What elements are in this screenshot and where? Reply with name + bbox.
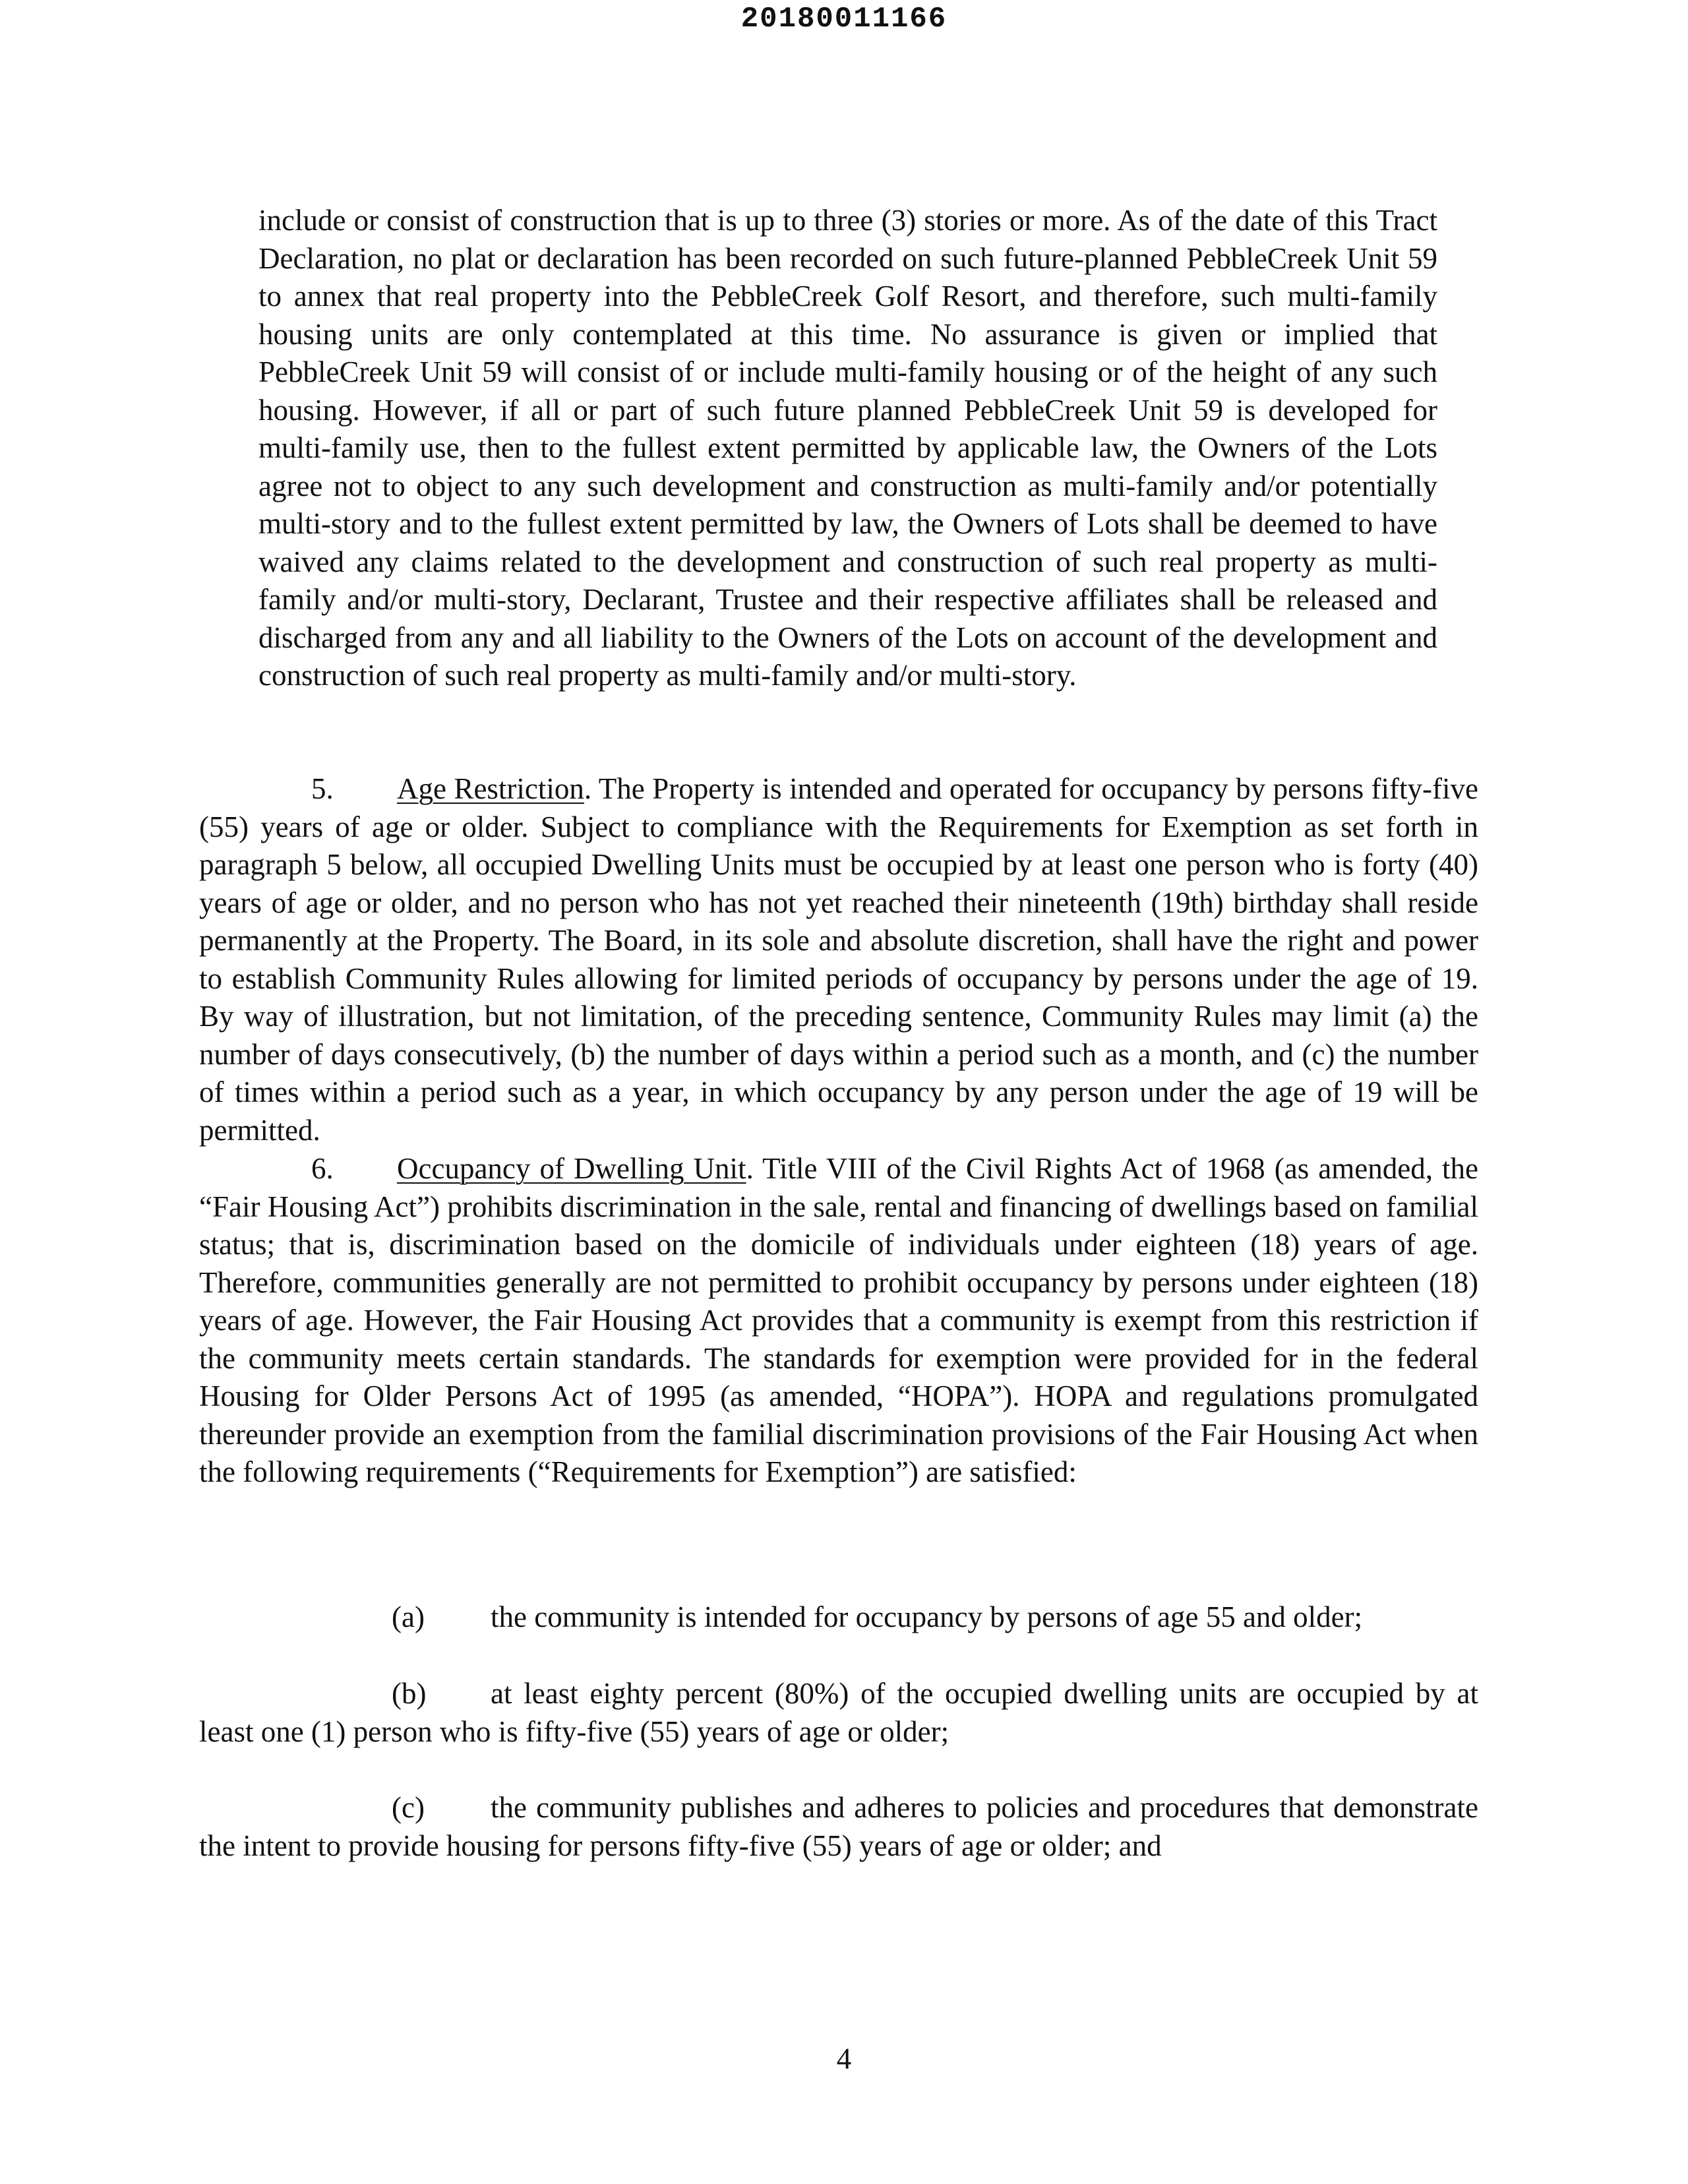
requirement-item-b xyxy=(199,1675,1478,1751)
requirement-text: at least eighty percent (80%) of the occupied dwelling units are occupied by at least one (1) person who is fifty-five (55) years of age or older; xyxy=(199,1677,1478,1748)
document-number: 20180011166 xyxy=(740,3,948,36)
page-number: 4 xyxy=(836,2042,852,2075)
section-5-paragraph xyxy=(199,770,1478,1149)
requirement-letter: (c) xyxy=(392,1791,425,1824)
section-6-heading: Occupancy of Dwelling Unit xyxy=(397,1152,746,1185)
section-5-body: . The Property is intended and operated for occupancy by persons fifty-five (55) years of age or older. Subject to compliance with the Requirements for Exemption as set forth in paragraph 5 below, all occupied Dwelling Units must be occupied by at least one person who is forty (40) years of age or older, and no person who has not yet reached their nineteenth (19th) birthday shall reside permanently at the Property. The Board, in its sole and absolute discretion, shall have the right and power to establish Community Rules allowing for limited periods of occupancy by persons under the age of 19. By way of illustration, but not limitation, of the preceding sentence, Community Rules may limit (a) the number of days consecutively, (b) the number of days within a period such as a month, and (c) the number of times within a period such as a year, in which occupancy by any person under the age of 19 will be permitted. xyxy=(199,772,1478,1147)
section-5-heading: Age Restriction xyxy=(397,772,584,805)
section-6-body: . Title VIII of the Civil Rights Act of 1968 (as amended, the “Fair Housing Act”) prohibits discrimination in the sale, rental and financing of dwellings based on familial status; that is, discrimination based on the domicile of individuals under eighteen (18) years of age. Therefore, communities generally are not permitted to prohibit occupancy by persons under eighteen (18) years of age. However, the Fair Housing Act provides that a community is exempt from this restriction if the community meets certain standards. The standards for exemption were provided for in the federal Housing for Older Persons Act of 1995 (as amended, “HOPA”). HOPA and regulations promulgated thereunder provide an exemption from the familial discrimination provisions of the Fair Housing Act when the following requirements (“Requirements for Exemption”) are satisfied: xyxy=(199,1152,1479,1488)
requirement-letter: (a) xyxy=(392,1600,425,1633)
requirement-item-c xyxy=(199,1789,1478,1865)
continuation-paragraph: include or consist of construction that is up to three (3) stories or more. As of the date of this Tract Declaration, no plat or declaration has been recorded on such future-planned PebbleCreek Unit 59 to annex that real property into the PebbleCreek Golf Resort, and therefore, such multi-family housing units are only contemplated at this time. No assurance is given or implied that PebbleCreek Unit 59 will consist of or include multi-family housing or of the height of any such housing. However, if all or part of such future planned PebbleCreek Unit 59 is developed for multi-family use, then to the fullest extent permitted by applicable law, the Owners of the Lots agree not to object to any such development and construction as multi-family and/or potentially multi-story and to the fullest extent permitted by law, the Owners of Lots shall be deemed to have waived any claims related to the development and construction of such real property as multi-family and/or multi-story, Declarant, Trustee and their respective affiliates shall be released and discharged from any and all liability to the Owners of the Lots on account of the development and construction of such real property as multi-family and/or multi-story. xyxy=(258,204,1437,692)
requirement-letter: (b) xyxy=(392,1677,427,1710)
requirement-text: the community is intended for occupancy by persons of age 55 and older; xyxy=(491,1600,1363,1633)
section-6-paragraph xyxy=(199,1150,1478,1492)
requirement-text: the community publishes and adheres to policies and procedures that demonstrate the intent to provide housing for persons fifty-five (55) years of age or older; and xyxy=(199,1791,1478,1862)
section-6-number: 6. xyxy=(311,1152,334,1185)
requirement-item-a xyxy=(199,1598,1478,1637)
section-5-number: 5. xyxy=(311,772,334,805)
